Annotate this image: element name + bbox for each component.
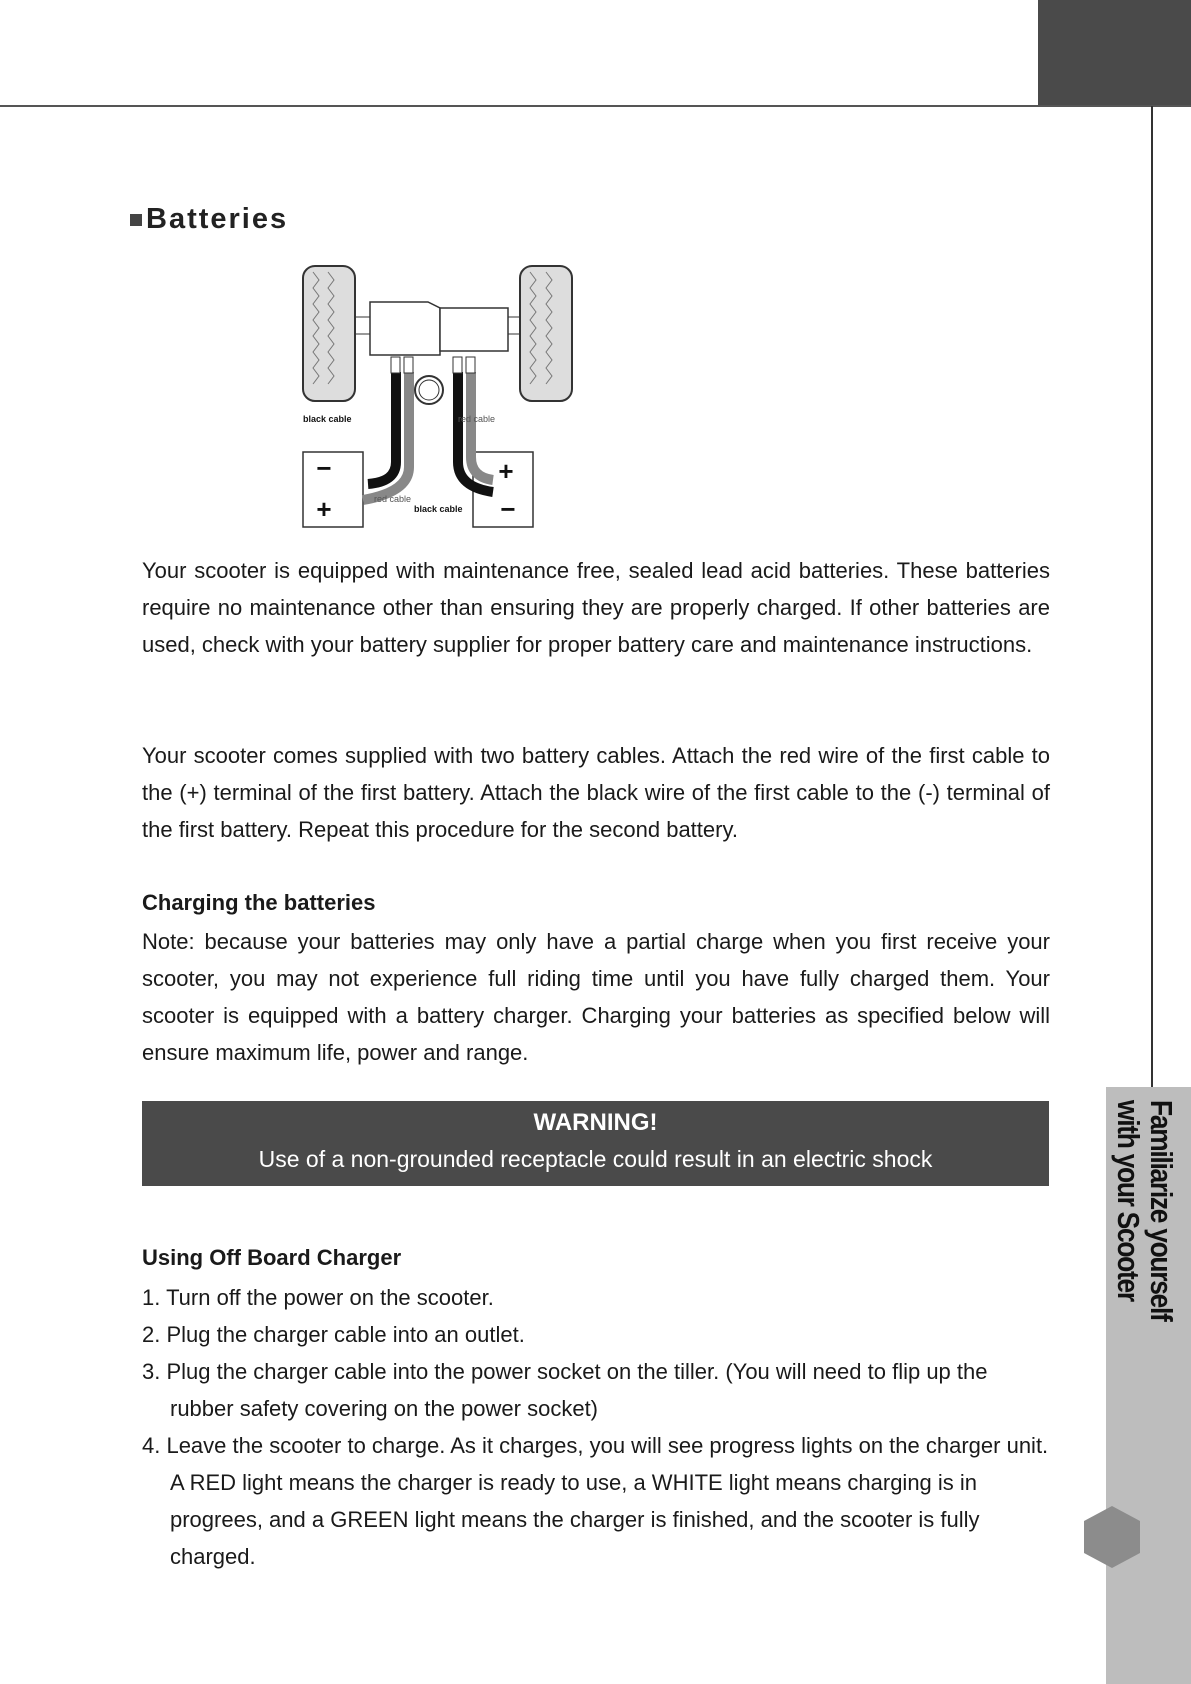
charging-steps <box>142 1279 1057 1575</box>
label-black-cable-bottom: black cable <box>414 504 463 514</box>
title-text: Batteries <box>146 203 289 235</box>
charging-heading: Charging the batteries <box>142 890 376 915</box>
header-block <box>1038 0 1191 106</box>
cables-paragraph: Your scooter comes supplied with two battery cables. Attach the red wire of the first cable to the (+) terminal of the first battery. Attach the black wire of the first cable to the (-) terminal of the first battery. Repeat this procedure for the second battery. <box>142 743 1050 842</box>
page-hexagon-icon <box>1084 1506 1140 1568</box>
section-title <box>130 203 288 236</box>
bullet-square-icon <box>130 214 142 226</box>
step-item: 4. Leave the scooter to charge. As it charges, you will see progress lights on the charger unit. A RED light means the charger is ready to use, a WHITE light means charging is in progrees, and a GREEN light means the charger is finished, and the scooter is fully charged. <box>142 1433 1049 1569</box>
margin-line <box>1151 106 1153 1088</box>
charging-paragraph: Note: because your batteries may only have a partial charge when you first receive your scooter, you may not experience full riding time until you have fully charged them. Your scooter is equipped with a battery charger. Charging your batteries as specified below will ensure maximum life, power and range. <box>142 929 1050 1065</box>
section-tab-label: Familiarize yourself with your Scooter <box>1111 1100 1179 1321</box>
battery-wiring-diagram <box>298 262 588 532</box>
warning-title: WARNING! <box>533 1109 658 1136</box>
intro-paragraph: Your scooter is equipped with maintenance free, sealed lead acid batteries. These batteries require no maintenance other than ensuring they are properly charged. If other batteries are used, check with your battery supplier for proper battery care and maintenance instructions. <box>142 558 1050 657</box>
warning-box <box>142 1101 1049 1186</box>
step-item: 1. Turn off the power on the scooter. <box>142 1285 494 1310</box>
label-black-cable-top: black cable <box>303 414 352 424</box>
step-item: 3. Plug the charger cable into the power socket on the tiller. (You will need to flip up the rubber safety covering on the power socket) <box>142 1359 988 1421</box>
svg-text:−: − <box>500 494 516 524</box>
step-item: 2. Plug the charger cable into an outlet. <box>142 1322 525 1347</box>
label-red-cable-bottom: red cable <box>374 494 412 504</box>
warning-message: Use of a non-grounded receptacle could result in an electric shock <box>258 1146 933 1172</box>
svg-text:+: + <box>316 494 332 524</box>
svg-text:+: + <box>498 456 514 486</box>
offboard-heading: Using Off Board Charger <box>142 1245 402 1270</box>
header-divider <box>0 105 1191 107</box>
svg-text:−: − <box>316 453 332 483</box>
label-red-cable-top: red cable <box>458 414 496 424</box>
